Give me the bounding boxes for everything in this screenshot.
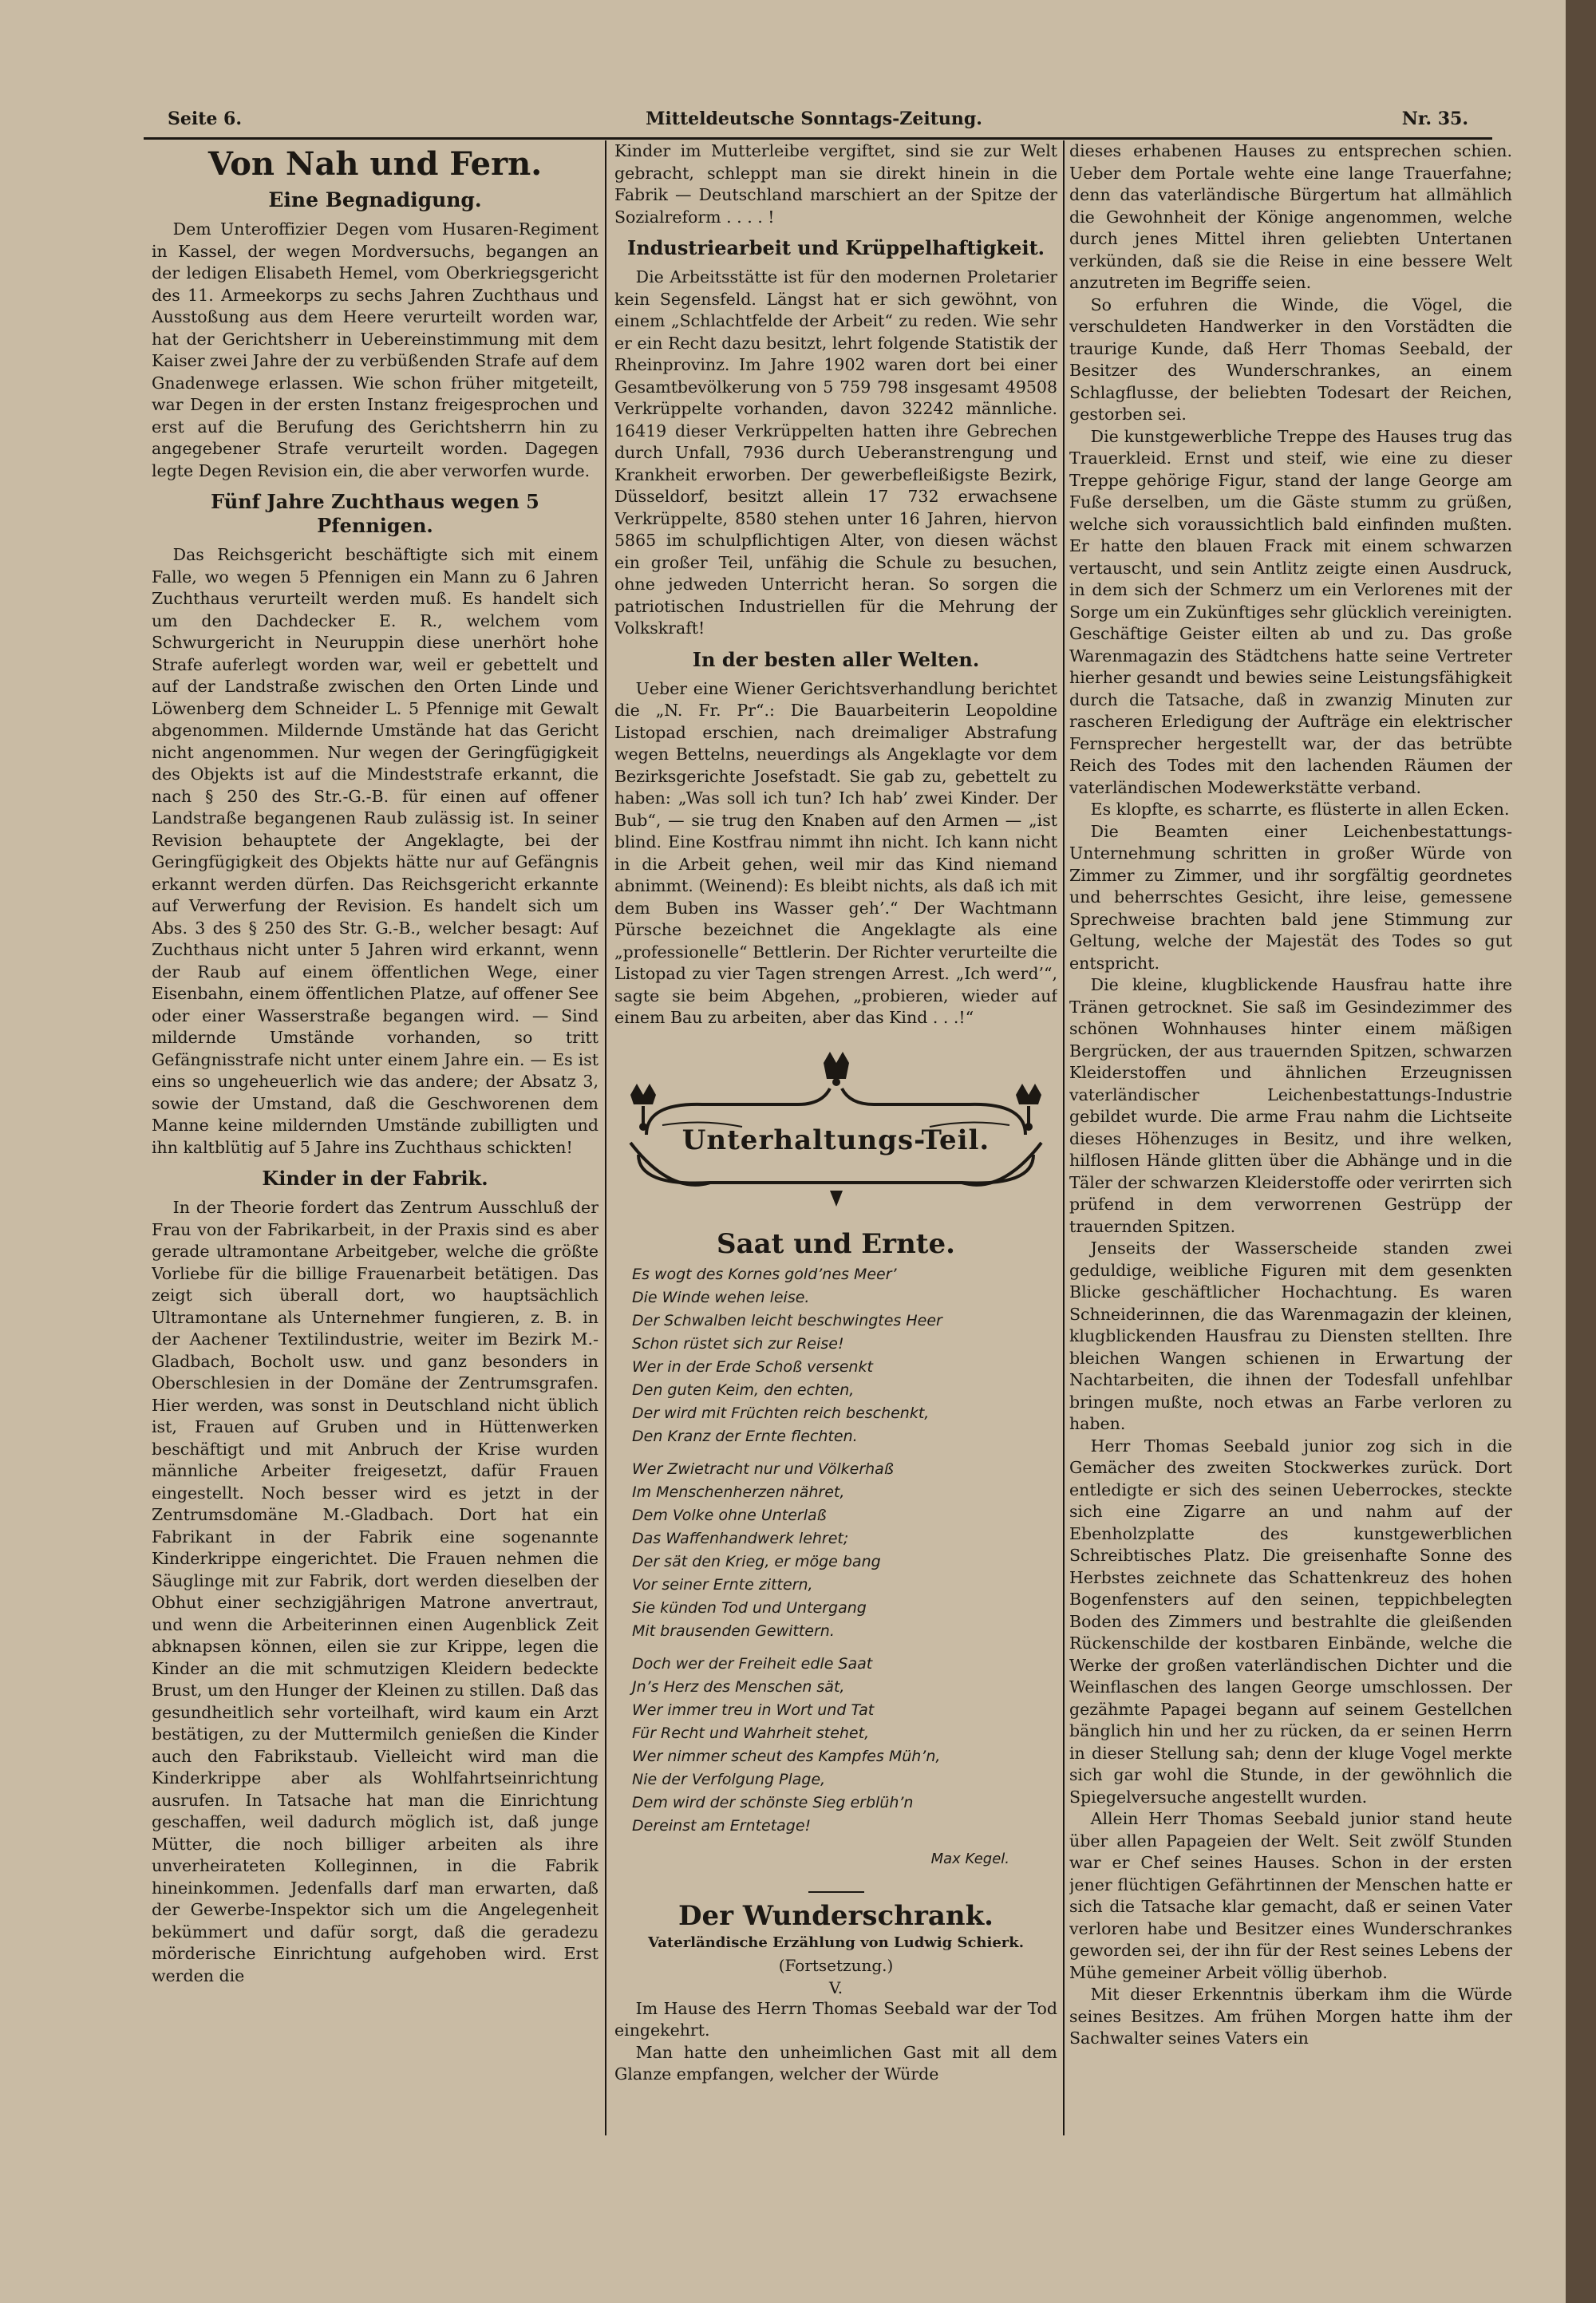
story-text: Die kunstgewerbliche Treppe des Hauses trug das Trauerkleid. Ernst und steif, wie eine zu dieser Treppe gehörige Figur, stand der lange George am Fuße derselben, um die Gäste stumm zu grüßen, welche sich voraussichtlich bald einfinden mußten. Er hatte den blauen Frack mit einem schwarzen vertauscht, und sein Antlitz zeigte einen Ausdruck, in dem sich der Schmerz um ein Verlorenes mit der Sorge um ein Zukünftiges sehr glücklich vereinigten. Geschäftige Geister eilten ab und zu. Das große Warenmagazin des Städtchens hatte seine Vertreter hierher gesandt und bewies seine Leistungsfähigkeit durch die Tatsache, daß in zwanzig Minuten zur rascheren Erledigung der Aufträge ein elektrischer Fernsprecher hergestellt war, der das betrübte Reich des Todes mit den lachenden Räumen der vaterländischen Modewerkstätte verband. <box>1069 426 1512 797</box>
poem-line: Der Schwalben leicht beschwingtes Heer <box>632 1312 942 1329</box>
poem-line: Wer Zwietracht nur und Völkerhaß <box>632 1460 894 1478</box>
poem-line: Dem wird der schönste Sieg erblüh’n <box>632 1794 914 1811</box>
story-text: Jenseits der Wasserscheide standen zwei geduldige, weibliche Figuren mit dem gesenkten Blicke geschäftlicher Hochachtung. Es waren Schneiderinnen, die das Warenmagazin der kleinen, klugblickenden Hausfrau zu Diensten stellten. Ihre bleichen Wangen schienen in Erwartung der Nachtarbeiten, die ihnen der Todesfall unfehlbar bringen mußte, noch etwas an Farbe verloren zu haben. <box>1069 1238 1512 1433</box>
serial-title: Der Wunderschrank. <box>678 1900 994 1932</box>
serial-continuation: (Fortsetzung.) <box>778 1955 894 1975</box>
section-title: Von Nah und Fern. <box>207 145 543 183</box>
story-text: Die Beamten einer Leichenbestattungs-Unternehmung schritten in großer Würde von Zimmer zu Zimmer, und ihr sorgfältig geordnetes und beherrschtes Gesicht, ihre leise, gemessene Sprechweise brachten bald jene Stimmung zur Geltung, welche der Majestät des Todes so gut entspricht. <box>1069 821 1512 973</box>
serial-subtitle: Vaterländische Erzählung von Ludwig Schierk. <box>647 1934 1025 1951</box>
poem-stanza <box>632 1653 1057 1838</box>
poem-line: Dem Volke ohne Unterlaß <box>632 1507 827 1524</box>
article-title: Industriearbeit und Krüppelhaftigkeit. <box>626 236 1045 259</box>
poem-line: Das Waffenhandwerk lehret; <box>632 1530 849 1547</box>
story-text: Es klopfte, es scharrte, es flüsterte in allen Ecken. <box>1090 800 1510 819</box>
issue-number: Nr. 35. <box>1401 109 1468 129</box>
poem-title: Saat und Ernte. <box>717 1227 955 1260</box>
poem-line: Sie künden Tod und Untergang <box>632 1599 867 1617</box>
poem-line: Der sät den Krieg, er möge bang <box>632 1553 881 1570</box>
story-text: Allein Herr Thomas Seebald junior stand heute über allen Papageien der Welt. Seit zwölf Stunden war er Chef seines Hauses. Schon in der ersten jener flüchtigen Gefährtinnen der Menschen hatte er sich die Tatsache klar gemacht, daß er seinen Vater verloren habe und Besitzer eines Wunderschrankes geworden sei, der ihn für der Rest seines Lebens der Mühe gemeiner Arbeit völlig überhob. <box>1069 1809 1512 1982</box>
poem-stanza <box>632 1263 1057 1448</box>
poem-line: Es wogt des Kornes gold’nes Meer’ <box>632 1266 897 1283</box>
poem-line: Wer in der Erde Schoß versenkt <box>632 1358 873 1376</box>
poem-line: Wer immer treu in Wort und Tat <box>632 1701 875 1719</box>
article-title: In der besten aller Welten. <box>692 647 980 671</box>
column-divider <box>605 140 606 2135</box>
poem-line: Dereinst am Erntetage! <box>632 1817 812 1835</box>
article-title: Fünf Jahre Zuchthaus wegen 5 Pfennigen. <box>211 490 539 537</box>
article-text: Die Arbeitsstätte ist für den modernen Proletarier kein Segensfeld. Längst hat er sich gewöhnt, von einem „Schlachtfelde der Arbeit“ zu reden. Wie sehr er ein Recht dazu besitzt, lehrt folgende Statistik der Rheinprovinz. Im Jahre 1902 waren dort bei einer Gesamtbevölkerung von 5 759 798 insgesamt 49508 Verkrüppelte vorhanden, davon 32242 männliche. 16419 dieser Verkrüppelten hatten ihre Gebrechen durch Unfall, 7936 durch Ueberanstrengung und Krankheit erworben. Der gewerbefleißigste Bezirk, Düsseldorf, besitzt allein 17 732 erwachsene Verkrüppelte, 8580 stehen unter 16 Jahren, hiervon 5865 im schulpflichtigen Alter, von diesen wächst ein großer Teil, unfähig die Schule zu besuchen, ohne jedweden Unterricht heran. So sorgen die patriotischen Industriellen für die Mehrung der Volkskraft! <box>614 267 1057 638</box>
book-binding-edge <box>1566 0 1596 2303</box>
poem-line: Der wird mit Früchten reich beschenkt, <box>632 1404 930 1422</box>
article-text: Das Reichsgericht beschäftigte sich mit einem Falle, wo wegen 5 Pfennigen ein Mann zu 6 Jahren Zuchthaus verurteilt werden muß. Es handelt sich um den Dachdecker E. R., welchem vom Schwurgericht in Neuruppin diese unerhört hohe Strafe auferlegt worden war, weil er gebettelt und auf der Landstraße zwischen den Orten Linde und Löwenberg dem Schneider L. 5 Pfennige mit Gewalt abgenommen. Mildernde Umstände hat das Gericht nicht angenommen. Nur wegen der Geringfügigkeit des Objekts ist auf die Mindeststrafe erkannt, die nach § 250 des Str.-G.-B. für einen auf offener Landstraße begangenen Raub zulässig ist. In seiner Revision behauptete der Angeklagte, bei der Geringfügigkeit des Objekts hätte nur auf Gefängnis erkannt werden dürfen. Das Reichsgericht erkannte auf Verwerfung der Revision. Es handelt sich um Abs. 3 des § 250 des Str. G.-B., welcher besagt: Auf Zuchthaus nicht unter 5 Jahren wird erkannt, wenn der Raub auf einem öffentlichen Wege, einer Eisenbahn, einem öffentlichen Platze, auf offener See oder einer Wasserstraße begangen wird. — Sind mildernde Umstände vorhanden, so tritt Gefängnisstrafe nicht unter einem Jahre ein. — Es ist eins so ungeheuerlich wie das andere; der Absatz 3, sowie der Umstand, daß die Geschworenen dem Manne keine mildernden Umstände zubilligten und ihn kaltblütig auf 5 Jahre ins Zuchthaus schickten! <box>152 545 598 1157</box>
poem-line: Den Kranz der Ernte flechten. <box>632 1428 858 1445</box>
article-text: Dem Unteroffizier Degen vom Husaren-Regiment in Kassel, der wegen Mordversuchs, begangen an der ledigen Elisabeth Hemel, vom Oberkriegsgericht des 11. Armeekorps zu sechs Jahren Zuchthaus und Ausstoßung aus dem Heere verurteilt worden war, hat der Gerichtsherr in Uebereinstimmung mit dem Kaiser zwei Jahre der zu verbüßenden Strafe auf dem Gnadenwege erlassen. Wie schon früher mitgeteilt, war Degen in der ersten Instanz freigesprochen und erst auf die Berufung des Gerichtsherrn hin zu angegebener Strafe verurteilt worden. Dagegen legte Degen Revision ein, die aber verworfen wurde. <box>152 219 598 480</box>
column-1 <box>152 140 598 2135</box>
article-text: Kinder im Mutterleibe vergiftet, sind sie zur Welt gebracht, schleppt man sie direkt hinein in die Fabrik — Deutschland marschiert an der Spitze der Sozialreform . . . . ! <box>614 141 1057 227</box>
poem-line: Mit brausenden Gewittern. <box>632 1622 835 1640</box>
story-text: Mit dieser Erkenntnis überkam ihm die Würde seines Besitzes. Am frühen Morgen hatte ihm der Sachwalter seines Vaters ein <box>1069 1985 1512 2048</box>
story-text: Man hatte den unheimlichen Gast mit all dem Glanze empfangen, welcher der Würde <box>614 2042 1057 2084</box>
column-2 <box>614 140 1057 2135</box>
story-text: dieses erhabenen Hauses zu entsprechen schien. Ueber dem Portale wehte eine lange Trauerfahne; denn das vaterländische Bürgertum hat allmählich die Gewohnheit der Könige angenommen, welche durch jenes Mittel ihren geliebten Untertanen verkünden, daß sie die Reise in eine bessere Welt anzutreten im Begriffe seien. <box>1069 141 1512 292</box>
poem-line: Im Menschenherzen nähret, <box>632 1483 845 1501</box>
poem-line: Die Winde wehen leise. <box>632 1289 810 1306</box>
article-text: In der Theorie fordert das Zentrum Ausschluß der Frau von der Fabrikarbeit, in der Praxis sind es aber gerade ultramontane Arbeitgeber, welche die größte Vorliebe für die billige Frauenarbeit betätigen. Das zeigt sich überall dort, wo hauptsächlich Ultramontane als Unternehmer fungieren, z. B. in der Aachener Textilindustrie, weiter im Bezirk M.-Gladbach, Bocholt usw. und ganz besonders in Oberschlesien in der Domäne der Zentrumsgrafen. Hier werden, was sonst in Deutschland nicht üblich ist, Frauen auf Gruben und in Hüttenwerken beschäftigt und mit Anbruch der Krise wurden männliche Arbeiter freigesetzt, dafür Frauen eingestellt. Noch besser wird es jetzt in der Zentrumsdomäne M.-Gladbach. Dort hat ein Fabrikant in der Fabrik eine sogenannte Kinderkrippe eingerichtet. Die Frauen nehmen die Säuglinge mit zur Fabrik, dort werden dieselben der Obhut einer sechzigjährigen Matrone anvertraut, und wenn die Arbeiterinnen einen Augenblick Zeit abknapsen können, eilen sie zur Krippe, legen die Kinder an die mit schmutzigen Kleidern bedeckte Brust, um den Hunger der Kleinen zu stillen. Daß das gesundheitlich sehr vorteilhaft, wird kaum ein Arzt bestätigen, zu der Muttermilch genießen die Kinder auch den Fabrikstaub. Vielleicht wird man die Kinderkrippe aber als Wohlfahrtseinrichtung ausrufen. In Tatsache hat man die Einrichtung geschaffen, weil dadurch möglich ist, daß junge Mütter, die noch billiger arbeiten als ihre unverheirateten Kolleginnen, in die Fabrik hineinkommen. Jedenfalls darf man erwarten, daß der Gewerbe-Inspektor sich um die Angelegenheit bekümmert und dafür sorgt, daß die geradezu mörderische Einrichtung aufgehoben wird. Erst werden die <box>152 1198 598 1985</box>
poem-stanza <box>632 1458 1057 1643</box>
poem-author: Max Kegel. <box>930 1851 1009 1867</box>
article-title: Kinder in der Fabrik. <box>262 1167 488 1190</box>
story-text: Herr Thomas Seebald junior zog sich in die Gemächer des zweiten Stockwerkes zurück. Dort entledigte er sich des seinen Ueberrockes, steckte sich eine Zigarre an und nahm auf der Ebenholzplatte des kunstgewerblichen Schreibtisches Platz. Die greisenhafte Sonne des Herbstes zeichnete das Schattenkreuz des hohen Bogenfensters auf den seinen, teppichbelegten Boden des Zimmers und bestrahlte die gleißenden Rückenschilde der kostbaren Einbände, welche die Werke der großen vaterländischen Dichter und die Weinflaschen des langen George umschlossen. Der gezähmte Papagei begann auf seinem Gestellchen bänglich hin und her zu rücken, da er seinen Herrn in dieser Stellung sah; denn der kluge Vogel merkte sich gar wohl die Stunde, in der gewöhnlich die Spiegelversuche angestellt wurden. <box>1069 1436 1512 1807</box>
entertainment-section-title: Unterhaltungs-Teil. <box>681 1124 990 1156</box>
story-text: Im Hause des Herrn Thomas Seebald war der Tod eingekehrt. <box>614 1998 1057 2040</box>
poem-line: Doch wer der Freiheit edle Saat <box>632 1655 873 1673</box>
poem-line: Jn’s Herz des Menschen sät, <box>632 1678 845 1696</box>
newspaper-title: Mitteldeutsche Sonntags-Zeitung. <box>646 109 982 129</box>
story-text: Die kleine, klugblickende Hausfrau hatte ihre Tränen getrocknet. Sie saß im Gesindezimmer des schönen Wohnhauses hinter einem mäßigen Bergrücken, der aus trauernden Spitzen, schwarzen Kleiderstoffen und ähnlichen Erzeugnissen vaterländischer Leichenbestattungs-Industrie gebildet wurde. Die arme Frau nahm die Lichtseite dieses Höhenzuges in Besitz, und ihre welken, hilflosen Hände glitten über die Abhänge und in die Täler der schwarzen Kleiderstoffe oder verirrten sich prüfend in dem verworrenen Gestrüpp der trauernden Spitzen. <box>1069 975 1512 1236</box>
poem-line: Den guten Keim, den echten, <box>632 1381 855 1399</box>
chapter-number: V. <box>828 1977 843 1997</box>
article-text: Ueber eine Wiener Gerichtsverhandlung berichtet die „N. Fr. Pr“.: Die Bauarbeiterin Leopoldine Listopad erschien, nach dreimaliger Abstrafung wegen Bettelns, neuerdings als Angeklagte vor dem Bezirksgerichte Josefstadt. Sie gab zu, gebettelt zu haben: „Was soll ich tun? Ich hab’ zwei Kinder. Der Bub“, — sie trug den Knaben auf den Armen — „ist blind. Eine Kostfrau nimmt ihn nicht. Ich kann nicht in die Arbeit gehen, weil mir das Kind niemand abnimmt. (Weinend): Es bleibt nichts, als daß ich mit dem Buben ins Wasser geh’.“ Der Wachtmann Pürsche bezeichnet die Angeklagte als eine „professionelle“ Bettlerin. Der Richter verurteilte die Listopad zu vier Tagen strengen Arrest. „Ich werd’“, sagte sie beim Abgehen, „probieren, wieder auf einem Bau zu arbeiten, aber das Kind . . .!“ <box>614 678 1057 1027</box>
article-title: Eine Begnadigung. <box>268 188 482 211</box>
poem-line: Schon rüstet sich zur Reise! <box>632 1335 844 1353</box>
header-rule <box>144 137 1492 140</box>
entertainment-section-ornament <box>614 1047 1057 1223</box>
poem-line: Vor seiner Ernte zittern, <box>632 1576 813 1594</box>
poem <box>614 1263 1057 1870</box>
page-header <box>144 102 1484 134</box>
section-divider <box>808 1891 864 1893</box>
poem-line: Wer nimmer scheut des Kampfes Müh’n, <box>632 1748 941 1765</box>
story-text: So erfuhren die Winde, die Vögel, die verschuldeten Handwerker in den Vorstädten die traurige Kunde, daß Herr Thomas Seebald, der Besitzer des Wunderschrankes, an einem Schlagflusse, der beliebten Todesart der Reichen, gestorben sei. <box>1069 294 1512 424</box>
poem-line: Für Recht und Wahrheit stehet, <box>632 1724 870 1742</box>
page-number: Seite 6. <box>168 109 243 129</box>
column-divider <box>1063 140 1065 2135</box>
column-3 <box>1069 140 1512 2135</box>
poem-line: Nie der Verfolgung Plage, <box>632 1771 826 1788</box>
